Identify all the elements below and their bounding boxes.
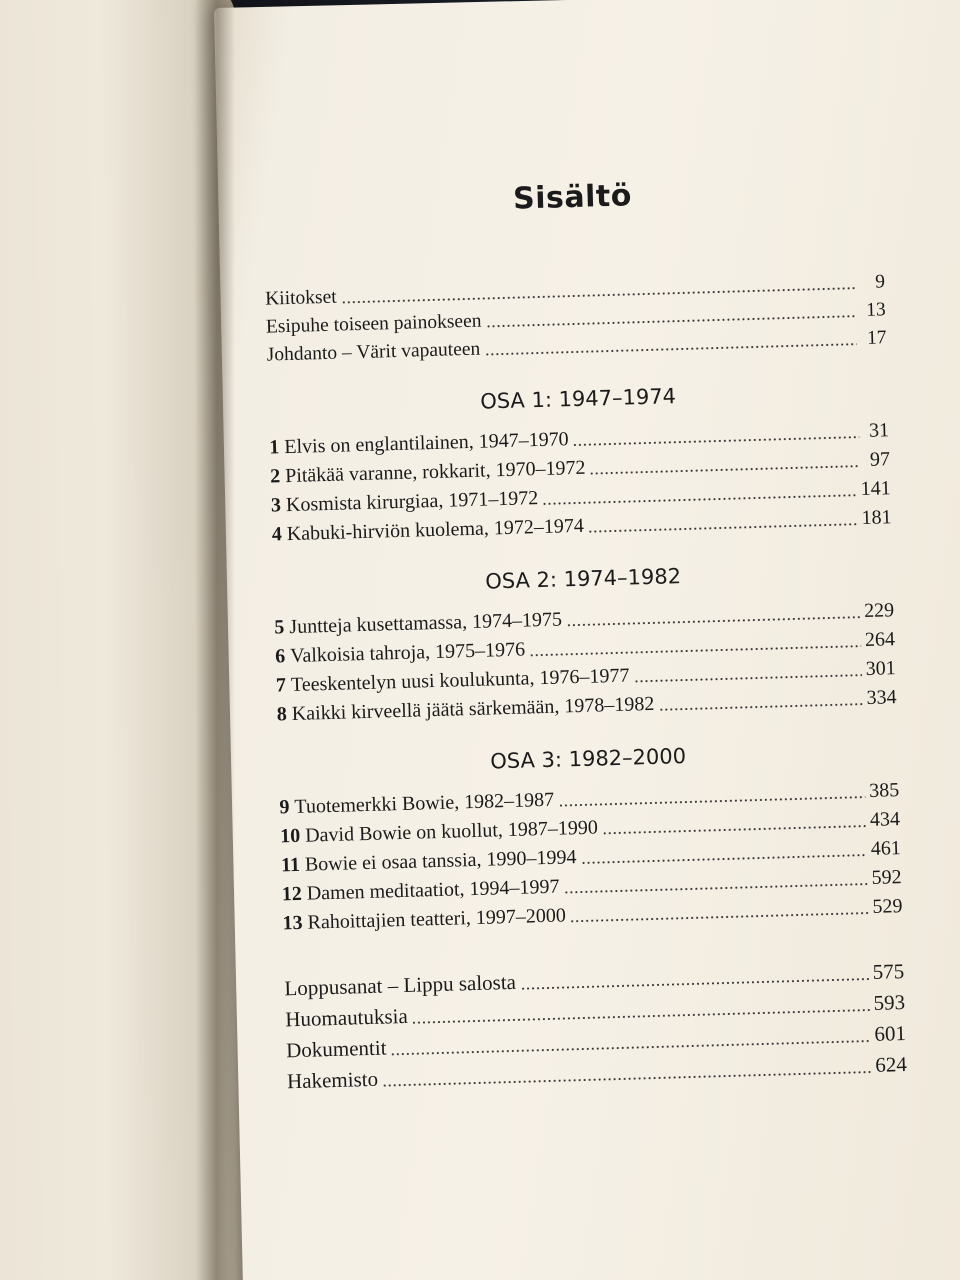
page-number: 529 <box>872 895 903 918</box>
page-number: 9 <box>874 271 886 293</box>
leader-dots <box>566 615 860 627</box>
chapter-title: Kosmista kirurgiaa, 1971–1972 <box>285 487 539 517</box>
page-number: 334 <box>866 686 897 709</box>
page-number: 434 <box>869 808 901 831</box>
chapter-number: 13 <box>282 911 303 935</box>
part-heading: OSA 2: 1974–1982 <box>484 564 682 594</box>
chapter-number: 2 <box>269 465 281 488</box>
leader-dots <box>590 464 861 476</box>
leader-dots <box>588 522 858 534</box>
part-chapters <box>279 776 903 938</box>
chapter-title: Kaikki kirveellä jäätä särkemään, 1978–1982 <box>291 692 655 726</box>
entry-title: Loppusanat – Lippu salosta <box>284 969 517 1001</box>
page-number: 601 <box>874 1021 907 1046</box>
chapter-number: 6 <box>274 645 286 668</box>
part-heading: OSA 1: 1947–1974 <box>479 384 677 414</box>
entry-title: Esipuhe toiseen painokseen <box>265 310 482 338</box>
chapter-title: Bowie ei osaa tanssia, 1990–1994 <box>304 846 577 876</box>
chapter-number: 11 <box>280 853 301 877</box>
leader-dots <box>570 911 869 923</box>
chapter-number: 10 <box>279 824 301 848</box>
chapter-title: Teeskentelyn uusi koulukunta, 1976–1977 <box>290 664 630 697</box>
part-chapters <box>269 416 892 549</box>
entry-title: Hakemisto <box>286 1066 379 1094</box>
page-number: 17 <box>866 327 887 349</box>
chapter-number: 8 <box>276 703 288 726</box>
front-matter <box>265 268 887 369</box>
leader-dots <box>529 644 861 657</box>
chapter-title: Elvis on englantilainen, 1947–1970 <box>284 428 569 459</box>
page-number: 264 <box>864 628 896 651</box>
leader-dots <box>634 673 862 683</box>
page-number: 31 <box>868 419 890 442</box>
chapter-title: Pitäkää varanne, rokkarit, 1970–1972 <box>284 456 586 488</box>
chapter-title: Rahoittajien teatteri, 1997–2000 <box>307 904 567 934</box>
leader-dots <box>484 342 856 356</box>
leader-dots <box>558 795 865 808</box>
page-number: 13 <box>865 299 887 321</box>
leader-dots <box>542 493 857 506</box>
chapter-title: Kabuki-hirviön kuolema, 1972–1974 <box>286 514 585 546</box>
chapter-title: Valkoisia tahroja, 1975–1976 <box>289 638 526 668</box>
page-number: 141 <box>860 477 892 501</box>
page-number: 301 <box>865 657 897 680</box>
leader-dots <box>564 882 868 894</box>
page-number: 624 <box>874 1052 908 1077</box>
entry-title: Johdanto – Värit vapauteen <box>266 338 481 366</box>
page-number: 592 <box>871 866 902 889</box>
chapter-title: Damen meditaatiot, 1994–1997 <box>306 875 560 905</box>
page-number: 229 <box>863 599 895 623</box>
chapter-number: 7 <box>275 674 287 697</box>
leader-dots <box>658 702 862 712</box>
chapter-number: 12 <box>281 882 303 906</box>
part-chapters <box>274 596 897 729</box>
leader-dots <box>573 435 860 447</box>
entry-title: Kiitokset <box>264 286 337 310</box>
table-of-contents <box>262 171 907 1098</box>
page-number: 461 <box>870 837 902 860</box>
leader-dots <box>602 824 866 835</box>
page-number: 593 <box>873 990 906 1015</box>
leader-dots <box>520 977 869 991</box>
entry-title: Dokumentit <box>285 1035 387 1063</box>
page-number: 575 <box>872 959 905 984</box>
chapter-number: 1 <box>269 436 280 459</box>
entry-title: Huomautuksia <box>284 1003 409 1032</box>
chapter-number: 4 <box>271 523 283 546</box>
chapter-number: 9 <box>279 796 290 819</box>
chapter-number: 3 <box>270 494 282 517</box>
part-heading: OSA 3: 1982–2000 <box>489 744 687 774</box>
back-matter <box>284 957 907 1098</box>
chapter-title: David Bowie on kuollut, 1987–1990 <box>304 816 599 847</box>
chapter-title: Tuotemerkki Bowie, 1982–1987 <box>294 788 555 818</box>
leader-dots <box>581 853 867 865</box>
page-number: 385 <box>868 779 900 802</box>
chapter-title: Juntteja kusettamassa, 1974–1975 <box>289 608 563 639</box>
page-number: 181 <box>861 506 892 530</box>
book-gutter <box>195 0 235 1280</box>
chapter-number: 5 <box>274 616 285 639</box>
page-number: 97 <box>869 448 891 471</box>
page-title: Sisältö <box>512 178 633 217</box>
